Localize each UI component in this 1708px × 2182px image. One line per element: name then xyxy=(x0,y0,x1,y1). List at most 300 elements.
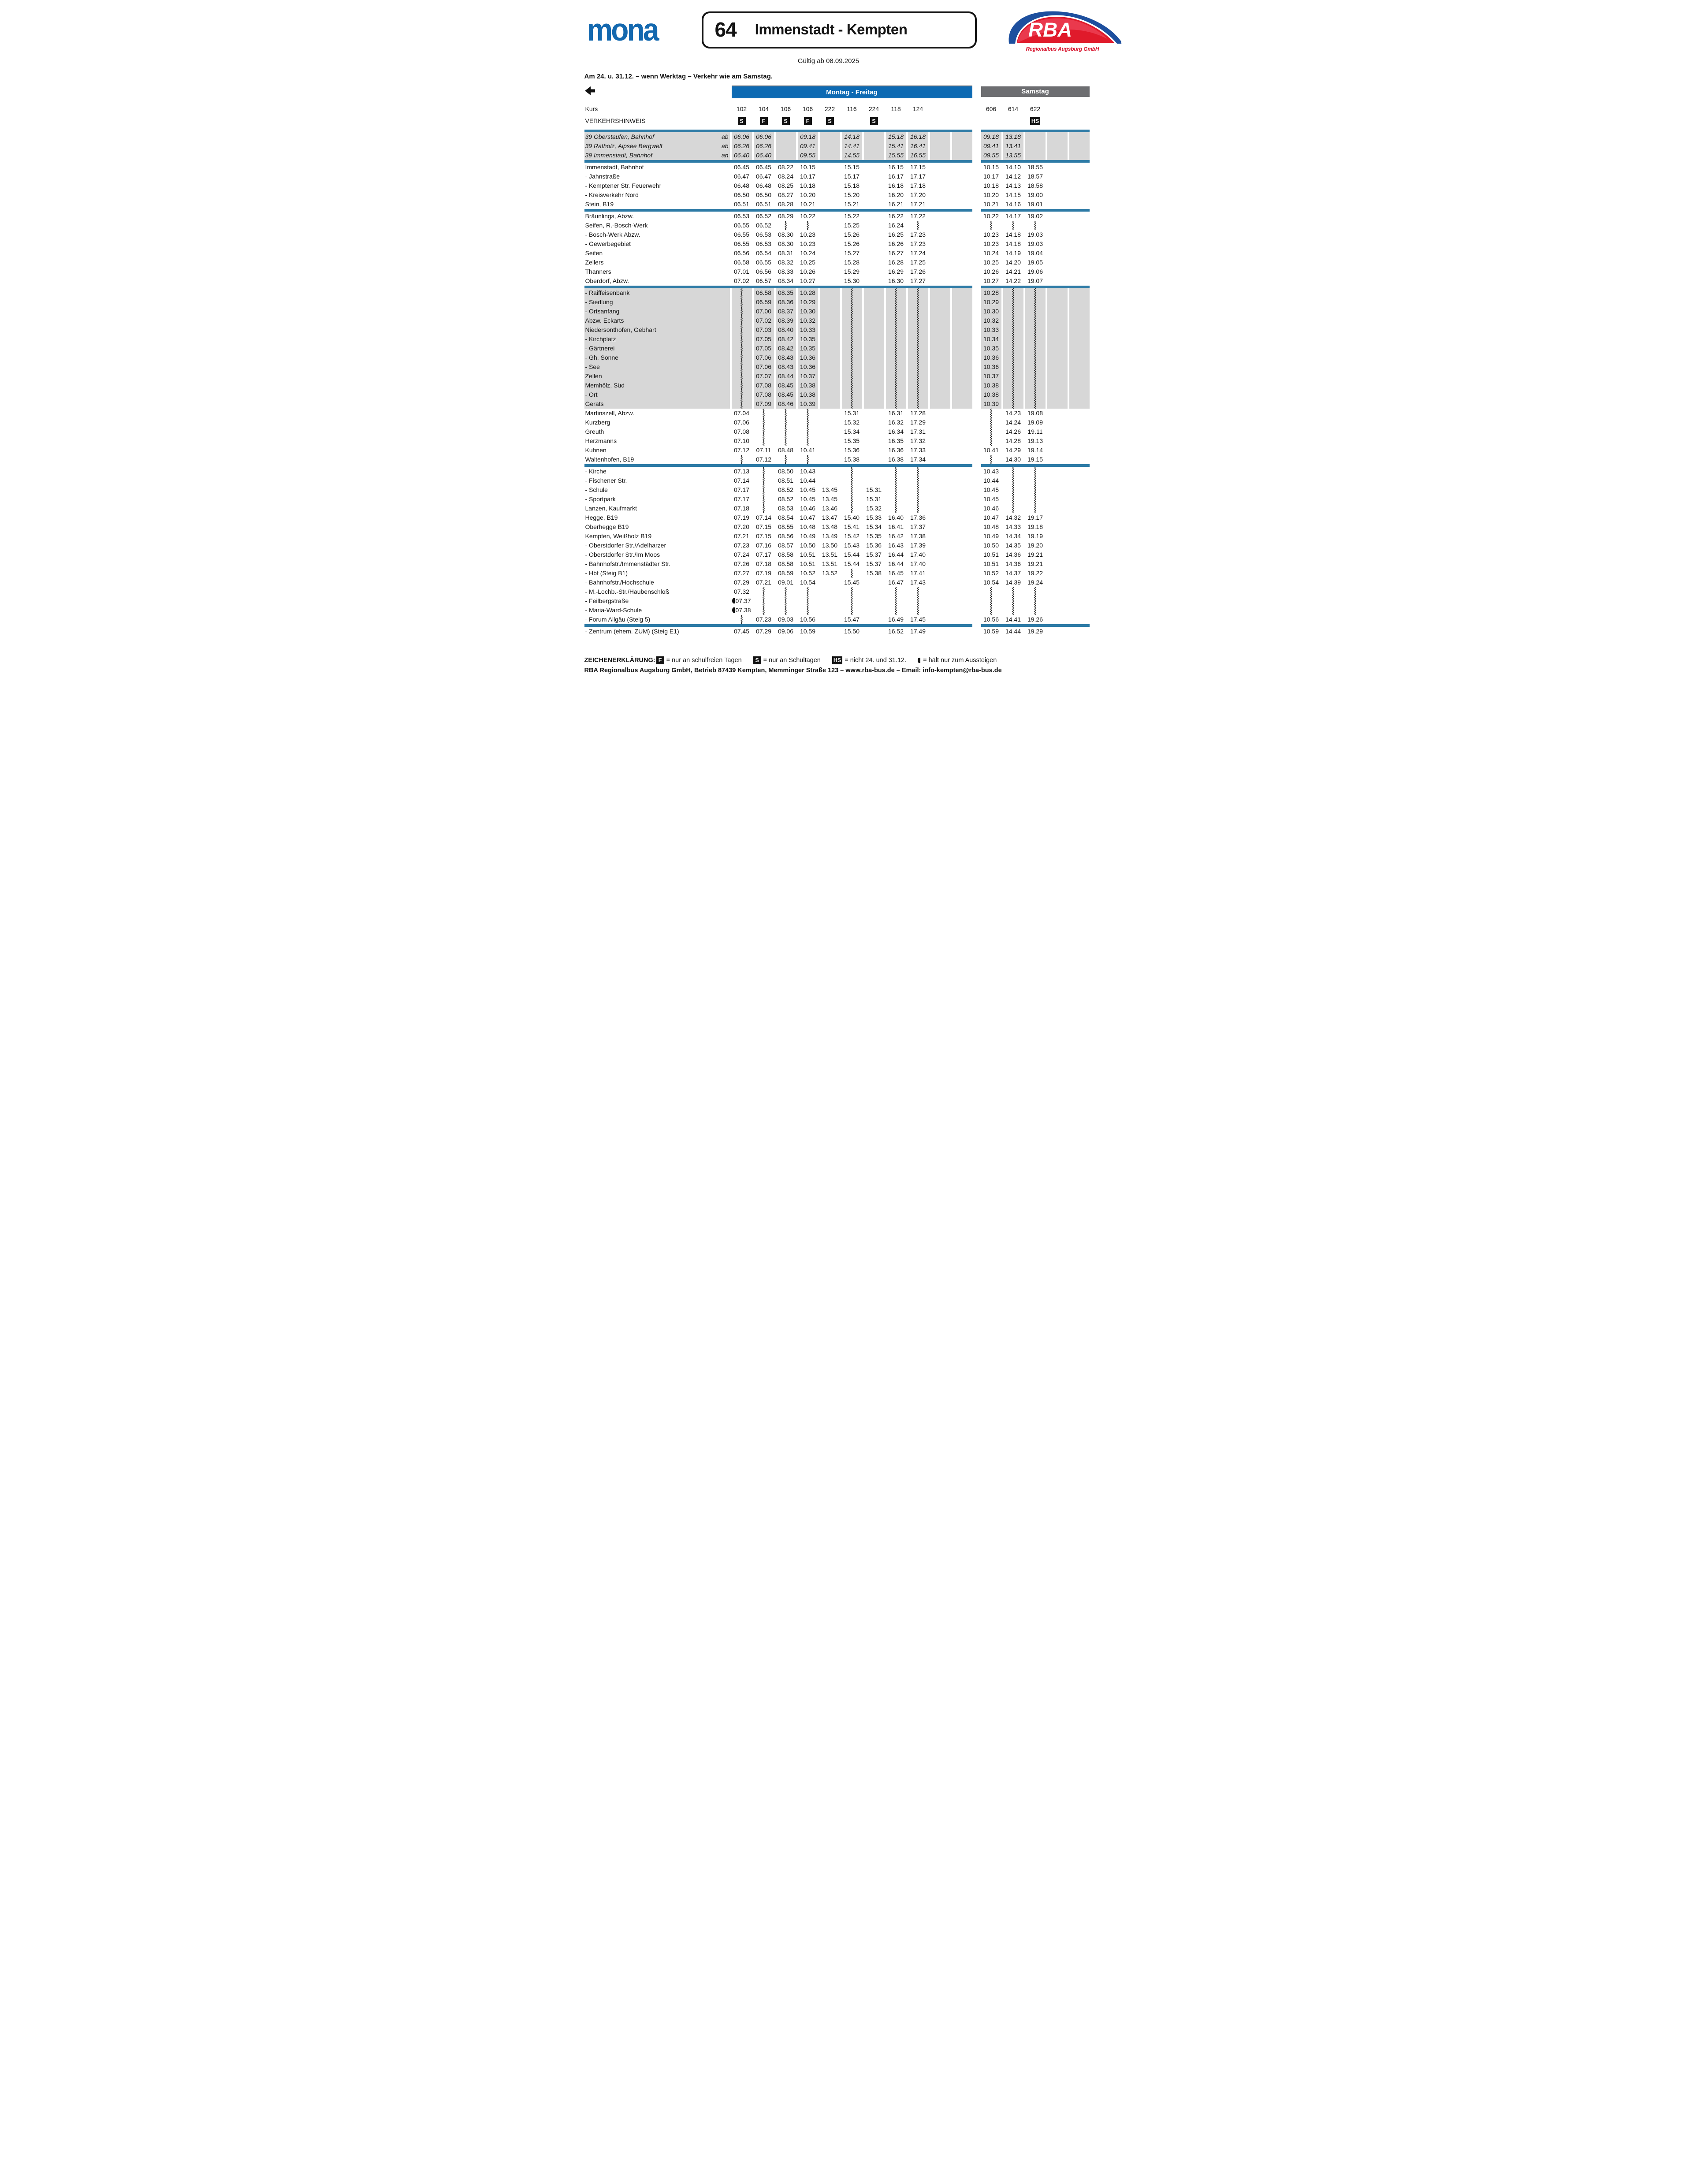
time-cell xyxy=(1069,578,1090,587)
time-cell xyxy=(952,596,972,606)
time-cell xyxy=(820,276,840,286)
time-cell: 07.10 xyxy=(733,437,750,444)
time-cell: 10.45 xyxy=(800,486,816,493)
station-name: - Feilbergstraße xyxy=(585,597,629,604)
station-name: Kuhnen xyxy=(585,447,607,454)
station-name: 39 Oberstaufen, Bahnhof xyxy=(585,133,654,140)
time-cell: 15.20 xyxy=(844,191,860,198)
no-stop-wavy-icon xyxy=(1025,372,1046,381)
time-cell: 17.24 xyxy=(910,249,926,257)
station-row xyxy=(584,504,1095,513)
time-cell: 15.31 xyxy=(866,486,882,493)
time-cell: 15.32 xyxy=(866,505,882,512)
time-cell: 14.29 xyxy=(1005,447,1021,454)
time-cell xyxy=(952,316,972,325)
timetable-page xyxy=(569,0,1139,700)
kurs-number: 622 xyxy=(1030,105,1041,112)
time-cell: 15.18 xyxy=(886,132,906,141)
no-stop-wavy-icon xyxy=(981,221,1001,230)
time-cell xyxy=(1047,541,1068,550)
time-cell xyxy=(952,606,972,615)
time-cell xyxy=(864,578,884,587)
time-cell xyxy=(1069,427,1090,436)
time-cell: 07.12 xyxy=(733,447,750,454)
time-cell: 06.40 xyxy=(754,151,774,160)
time-cell: 15.45 xyxy=(844,579,860,586)
time-cell xyxy=(952,455,972,464)
time-cell xyxy=(1069,132,1090,141)
time-cell xyxy=(820,230,840,239)
time-cell xyxy=(1069,249,1090,258)
time-cell xyxy=(1069,163,1090,172)
station-row xyxy=(584,627,1095,636)
time-cell xyxy=(820,267,840,276)
no-stop-wavy-icon xyxy=(1025,307,1046,316)
time-cell: 13.41 xyxy=(1003,141,1023,151)
time-cell: 13.18 xyxy=(1003,132,1023,141)
verkehrshinweis-cell xyxy=(820,116,840,126)
time-cell: 19.09 xyxy=(1027,419,1043,426)
station-row xyxy=(584,298,1095,307)
timetable xyxy=(584,86,1095,636)
time-cell: 10.38 xyxy=(981,390,1001,399)
time-cell: 10.25 xyxy=(800,259,816,266)
time-cell xyxy=(820,627,840,636)
station-name: - Ort xyxy=(585,391,598,398)
time-cell xyxy=(820,606,840,615)
station-label-cell xyxy=(584,476,730,485)
station-row xyxy=(584,132,1095,141)
time-cell xyxy=(930,476,950,485)
station-block xyxy=(584,409,1095,464)
time-cell: 15.15 xyxy=(844,164,860,171)
time-cell xyxy=(952,141,972,151)
time-cell: 16.25 xyxy=(888,231,904,238)
no-stop-wavy-icon xyxy=(1025,495,1046,504)
time-cell xyxy=(864,181,884,190)
no-stop-wavy-icon xyxy=(754,596,774,606)
station-row xyxy=(584,307,1095,316)
station-row xyxy=(584,390,1095,399)
time-cell: 16.22 xyxy=(888,212,904,220)
time-cell xyxy=(1047,446,1068,455)
time-cell: 06.56 xyxy=(755,268,772,275)
time-cell: 16.41 xyxy=(888,523,904,530)
time-cell: 15.21 xyxy=(844,201,860,208)
time-cell: 16.24 xyxy=(888,222,904,229)
time-cell: 08.55 xyxy=(778,523,794,530)
time-cell: 10.32 xyxy=(981,316,1001,325)
no-stop-wavy-icon xyxy=(842,569,862,578)
time-cell: 06.58 xyxy=(754,288,774,298)
no-stop-wavy-icon xyxy=(842,596,862,606)
no-stop-wavy-icon xyxy=(981,436,1001,446)
no-stop-wavy-icon xyxy=(1025,504,1046,513)
no-stop-wavy-icon xyxy=(1003,606,1023,615)
no-stop-wavy-icon xyxy=(776,221,796,230)
verkehrshinweis-cell xyxy=(732,116,752,126)
time-cell: 15.37 xyxy=(866,551,882,558)
no-stop-wavy-icon xyxy=(908,344,928,353)
time-cell xyxy=(1047,344,1068,353)
time-cell xyxy=(864,587,884,596)
time-cell: 15.47 xyxy=(844,616,860,623)
time-cell: 13.45 xyxy=(822,495,838,503)
time-cell: 10.47 xyxy=(800,514,816,521)
station-name: - Ortsanfang xyxy=(585,308,620,315)
time-cell xyxy=(930,298,950,307)
time-cell: 16.47 xyxy=(888,579,904,586)
time-cell xyxy=(864,298,884,307)
station-name: Hegge, B19 xyxy=(585,514,618,521)
time-cell xyxy=(820,362,840,372)
station-name: - Kemptener Str. Feuerwehr xyxy=(585,182,662,189)
time-cell: 10.41 xyxy=(800,447,816,454)
time-cell: 10.49 xyxy=(800,532,816,540)
no-stop-wavy-icon xyxy=(908,467,928,476)
time-cell xyxy=(930,258,950,267)
time-cell xyxy=(930,212,950,221)
station-row xyxy=(584,141,1095,151)
station-row xyxy=(584,399,1095,409)
time-cell: 08.39 xyxy=(776,316,796,325)
time-cell: 07.06 xyxy=(754,353,774,362)
time-cell: 15.31 xyxy=(866,495,882,503)
no-stop-wavy-icon xyxy=(908,606,928,615)
time-cell: 10.38 xyxy=(981,381,1001,390)
time-cell xyxy=(952,181,972,190)
kurs-number: 224 xyxy=(868,105,879,112)
time-cell xyxy=(930,569,950,578)
time-cell xyxy=(820,325,840,335)
station-label-cell xyxy=(584,212,730,221)
time-cell: 15.37 xyxy=(866,560,882,567)
time-cell: 10.21 xyxy=(983,201,999,208)
no-stop-wavy-icon xyxy=(1003,221,1023,230)
time-cell: 15.35 xyxy=(844,437,860,444)
time-cell: 19.21 xyxy=(1027,551,1043,558)
time-cell: 17.40 xyxy=(910,560,926,567)
time-cell xyxy=(952,541,972,550)
time-cell xyxy=(1047,163,1068,172)
station-name: - M.-Lochb.-Str./Haubenschloß xyxy=(585,588,670,595)
time-cell: 19.00 xyxy=(1027,191,1043,198)
time-cell: 07.32 xyxy=(733,588,750,595)
time-cell xyxy=(1069,298,1090,307)
time-cell: 16.30 xyxy=(888,277,904,284)
no-stop-wavy-icon xyxy=(1025,467,1046,476)
no-stop-wavy-icon xyxy=(754,467,774,476)
time-cell: 10.38 xyxy=(798,390,818,399)
time-cell xyxy=(1069,596,1090,606)
time-cell: 09.06 xyxy=(778,628,794,635)
time-cell: 19.18 xyxy=(1027,523,1043,530)
time-cell: 10.36 xyxy=(981,353,1001,362)
no-stop-wavy-icon xyxy=(842,476,862,485)
time-cell xyxy=(1069,455,1090,464)
time-cell xyxy=(1069,446,1090,455)
time-cell xyxy=(952,288,972,298)
no-stop-wavy-icon xyxy=(842,485,862,495)
time-cell xyxy=(1047,615,1068,624)
legend-text: = hält nur zum Aussteigen xyxy=(923,657,997,664)
time-cell xyxy=(952,372,972,381)
station-name: - Schule xyxy=(585,486,608,493)
time-cell: 15.50 xyxy=(844,628,860,635)
station-row xyxy=(584,467,1095,476)
no-stop-wavy-icon xyxy=(908,390,928,399)
no-stop-wavy-icon xyxy=(732,615,752,624)
time-cell xyxy=(864,212,884,221)
time-cell: 08.36 xyxy=(776,298,796,307)
time-cell: 19.04 xyxy=(1027,249,1043,257)
time-cell: 19.03 xyxy=(1027,231,1043,238)
time-cell: 08.43 xyxy=(776,353,796,362)
station-label-cell xyxy=(584,485,730,495)
time-cell xyxy=(1069,550,1090,559)
station-name: Lanzen, Kaufmarkt xyxy=(585,505,637,512)
time-cell: 10.36 xyxy=(798,362,818,372)
station-label-cell xyxy=(584,578,730,587)
time-cell: 15.25 xyxy=(844,222,860,229)
no-stop-wavy-icon xyxy=(842,344,862,353)
direction-cell xyxy=(584,86,730,96)
no-stop-wavy-icon xyxy=(908,353,928,362)
time-cell: 14.55 xyxy=(842,151,862,160)
time-cell xyxy=(1047,381,1068,390)
time-cell xyxy=(864,307,884,316)
time-cell xyxy=(1069,141,1090,151)
time-cell xyxy=(1047,436,1068,446)
time-cell: 10.35 xyxy=(981,344,1001,353)
time-cell xyxy=(1069,541,1090,550)
time-cell: 10.33 xyxy=(981,325,1001,335)
time-cell: 06.26 xyxy=(732,141,752,151)
time-cell: 10.30 xyxy=(798,307,818,316)
station-label-cell xyxy=(584,362,730,372)
time-cell xyxy=(952,230,972,239)
station-row xyxy=(584,258,1095,267)
station-block xyxy=(584,627,1095,636)
no-stop-wavy-icon xyxy=(842,316,862,325)
time-cell xyxy=(930,455,950,464)
time-cell xyxy=(952,325,972,335)
no-stop-wavy-icon xyxy=(754,418,774,427)
time-cell: 07.17 xyxy=(755,551,772,558)
station-row xyxy=(584,550,1095,559)
time-cell xyxy=(930,163,950,172)
traffic-note-badge: F xyxy=(804,117,812,125)
time-cell xyxy=(930,532,950,541)
station-row xyxy=(584,151,1095,160)
time-cell xyxy=(864,390,884,399)
no-stop-wavy-icon xyxy=(1003,316,1023,325)
time-cell xyxy=(952,615,972,624)
time-cell: 15.18 xyxy=(844,182,860,189)
time-cell: 06.55 xyxy=(733,222,750,229)
time-cell xyxy=(1047,418,1068,427)
time-cell xyxy=(1069,381,1090,390)
time-cell: 17.40 xyxy=(910,551,926,558)
time-cell xyxy=(930,541,950,550)
time-cell: 10.39 xyxy=(798,399,818,409)
station-name: Stein, B19 xyxy=(585,201,614,208)
time-cell: 17.23 xyxy=(910,240,926,247)
time-cell: 08.53 xyxy=(778,505,794,512)
time-cell xyxy=(864,163,884,172)
station-label-cell xyxy=(584,276,730,286)
time-cell xyxy=(952,627,972,636)
no-stop-wavy-icon xyxy=(732,390,752,399)
time-cell: 17.38 xyxy=(910,532,926,540)
time-cell: 15.26 xyxy=(844,231,860,238)
time-cell xyxy=(930,230,950,239)
time-cell xyxy=(864,230,884,239)
kurs-number: 104 xyxy=(758,105,769,112)
time-cell: 08.51 xyxy=(778,477,794,484)
time-cell: 15.27 xyxy=(844,249,860,257)
station-label-cell xyxy=(584,436,730,446)
no-stop-wavy-icon xyxy=(1025,325,1046,335)
time-cell: 06.53 xyxy=(733,212,750,220)
station-label-cell xyxy=(584,495,730,504)
station-label-cell xyxy=(584,239,730,249)
time-cell xyxy=(930,522,950,532)
time-cell: 16.52 xyxy=(888,628,904,635)
no-stop-wavy-icon xyxy=(908,362,928,372)
time-cell: 10.23 xyxy=(983,240,999,247)
no-stop-wavy-icon xyxy=(776,455,796,464)
time-cell: 08.27 xyxy=(778,191,794,198)
time-cell: 10.56 xyxy=(983,616,999,623)
time-cell xyxy=(820,476,840,485)
time-cell: 07.21 xyxy=(733,532,750,540)
no-stop-wavy-icon xyxy=(908,587,928,596)
no-stop-wavy-icon xyxy=(842,372,862,381)
time-cell xyxy=(930,372,950,381)
time-cell xyxy=(952,335,972,344)
time-cell xyxy=(820,615,840,624)
time-cell xyxy=(1069,325,1090,335)
legend-item xyxy=(753,656,821,664)
kurs-label: Kurs xyxy=(585,105,598,112)
no-stop-wavy-icon xyxy=(842,606,862,615)
time-cell: 16.49 xyxy=(888,616,904,623)
time-cell: 10.51 xyxy=(800,560,816,567)
time-cell: 14.41 xyxy=(1005,616,1021,623)
time-cell: 17.36 xyxy=(910,514,926,521)
time-cell xyxy=(930,504,950,513)
station-row xyxy=(584,249,1095,258)
station-label-cell xyxy=(584,307,730,316)
time-cell xyxy=(1069,372,1090,381)
time-cell xyxy=(930,344,950,353)
no-stop-wavy-icon xyxy=(886,372,906,381)
time-cell: 16.38 xyxy=(888,456,904,463)
no-stop-wavy-icon xyxy=(886,495,906,504)
time-cell xyxy=(1069,467,1090,476)
no-stop-wavy-icon xyxy=(1025,335,1046,344)
no-stop-wavy-icon xyxy=(776,436,796,446)
station-row xyxy=(584,606,1095,615)
no-stop-wavy-icon xyxy=(754,409,774,418)
svg-text:RBA: RBA xyxy=(1028,19,1072,41)
station-label-cell xyxy=(584,353,730,362)
time-cell xyxy=(952,258,972,267)
time-cell xyxy=(1047,532,1068,541)
station-name: - Gh. Sonne xyxy=(585,354,618,361)
no-stop-wavy-icon xyxy=(886,288,906,298)
time-cell: 14.35 xyxy=(1005,542,1021,549)
time-cell xyxy=(1047,335,1068,344)
time-cell: 16.35 xyxy=(888,437,904,444)
station-label-cell xyxy=(584,596,730,606)
time-cell: 10.50 xyxy=(983,542,999,549)
station-name: - Oberstdorfer Str./Im Moos xyxy=(585,551,660,558)
time-cell xyxy=(1069,172,1090,181)
time-cell xyxy=(1047,467,1068,476)
station-name: - Fischener Str. xyxy=(585,477,627,484)
time-cell: 09.55 xyxy=(981,151,1001,160)
no-stop-wavy-icon xyxy=(908,485,928,495)
no-stop-wavy-icon xyxy=(1003,504,1023,513)
no-stop-wavy-icon xyxy=(886,344,906,353)
station-label-cell xyxy=(584,504,730,513)
time-cell: 08.35 xyxy=(776,288,796,298)
time-cell xyxy=(1069,316,1090,325)
time-cell: 10.18 xyxy=(800,182,816,189)
no-stop-wavy-icon xyxy=(886,307,906,316)
station-row xyxy=(584,427,1095,436)
time-cell: 10.32 xyxy=(798,316,818,325)
legend-item xyxy=(918,657,997,664)
time-cell xyxy=(1047,550,1068,559)
time-cell: 10.44 xyxy=(983,477,999,484)
arrow-left-icon xyxy=(584,86,598,96)
no-stop-wavy-icon xyxy=(776,427,796,436)
time-cell: 10.37 xyxy=(981,372,1001,381)
time-cell xyxy=(930,307,950,316)
time-cell xyxy=(1047,325,1068,335)
station-row xyxy=(584,446,1095,455)
station-block xyxy=(584,132,1095,160)
time-cell xyxy=(952,362,972,372)
time-cell xyxy=(864,344,884,353)
station-name: Herzmanns xyxy=(585,437,617,444)
time-cell xyxy=(864,267,884,276)
station-label-cell xyxy=(584,381,730,390)
time-cell: 10.20 xyxy=(983,191,999,198)
time-cell: 08.42 xyxy=(776,344,796,353)
kurs-number: 106 xyxy=(802,105,813,112)
time-cell xyxy=(930,627,950,636)
time-cell xyxy=(930,267,950,276)
time-cell: 07.06 xyxy=(733,419,750,426)
time-cell: 08.54 xyxy=(778,514,794,521)
no-stop-wavy-icon xyxy=(908,476,928,485)
time-cell xyxy=(1069,200,1090,209)
legend-badge: S xyxy=(753,656,761,664)
time-cell xyxy=(930,353,950,362)
station-name: Abzw. Eckarts xyxy=(585,317,624,324)
time-cell xyxy=(930,587,950,596)
time-cell xyxy=(952,418,972,427)
no-stop-wavy-icon xyxy=(981,427,1001,436)
time-cell xyxy=(864,427,884,436)
time-cell xyxy=(864,151,884,160)
time-cell xyxy=(930,615,950,624)
ab-an-note: ab xyxy=(721,133,729,140)
